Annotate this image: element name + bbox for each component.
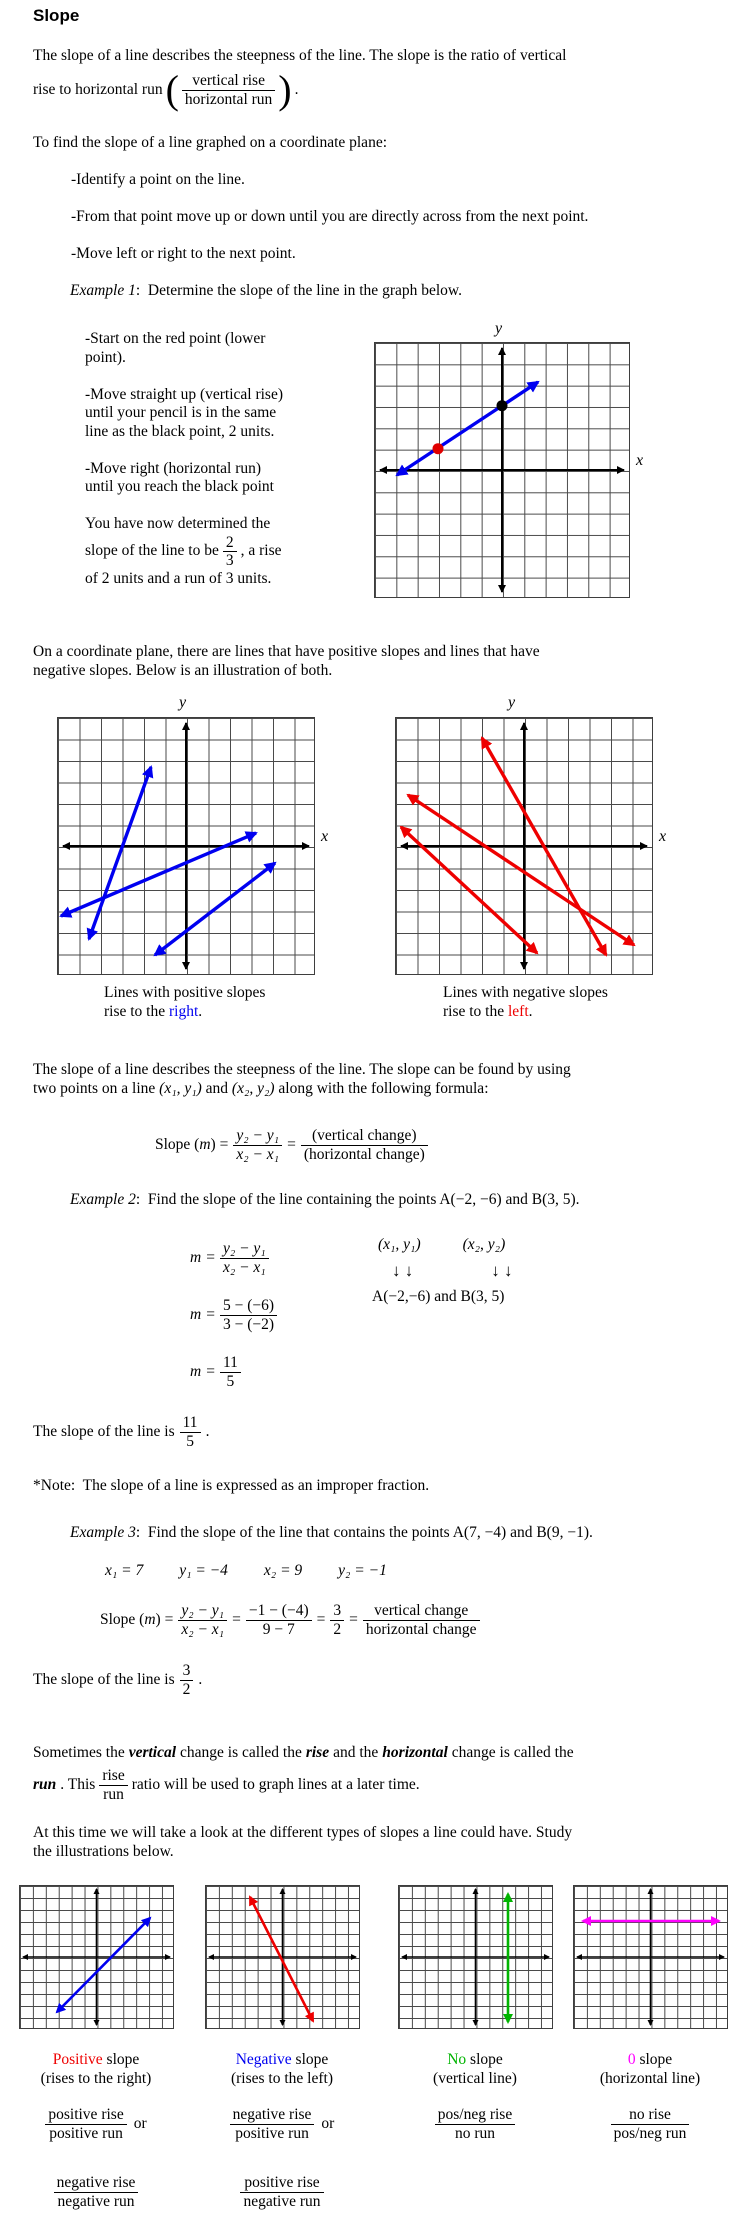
example2-arrows <box>392 1261 513 1281</box>
positive-grid-y-label: y <box>179 694 187 711</box>
formula-paragraph: The slope of a line describes the steepness of the line. The slope can be found by using two points on a line (x₁, y₁) and (x₂, y₂) along with the following formula: <box>33 1061 571 1097</box>
howto-bullet-1: -Identify a point on the line. <box>71 171 245 188</box>
example2-points-line: A(−2,−6) and B(3, 5) <box>372 1288 505 1305</box>
example3-label: Example 3 <box>70 1524 136 1541</box>
example3-variables: x₁ = 7 y₁ = −4 x₂ = 9 y₂ = −1 <box>105 1562 387 1579</box>
example1-graph <box>374 342 630 598</box>
page-title: Slope <box>33 6 80 25</box>
zero-slope-graph <box>573 1885 728 2029</box>
example1-heading: Example 1: Determine the slope of the line in the graph below. <box>70 282 462 299</box>
example3-heading: Example 3: Find the slope of the line that contains the points A(7, −4) and B(9, −1). <box>70 1524 593 1541</box>
negative-type-graph <box>205 1885 360 2029</box>
howto-bullet-3: -Move left or right to the next point. <box>71 245 296 262</box>
negative-grid-y-label: y <box>508 694 516 711</box>
rise-over-run: $\frac{\text{rise}}{\text{run}}$ <box>99 1767 127 1803</box>
negative-grid-x-label: x <box>659 828 667 845</box>
example3-result: The slope of the line is $\frac{3}{2}$ . <box>33 1662 203 1698</box>
positive-caption: Lines with positive slopes rise to the right. <box>104 984 266 1020</box>
note-line: *Note: The slope of a line is expressed as an improper fraction. <box>33 1477 430 1494</box>
riserun-line2: run . This $\frac{\text{rise}}{\text{run}}$ ratio will be used to graph lines at a later time. <box>33 1767 420 1803</box>
two-thirds-fraction: $\frac{2}{3}$ <box>223 534 237 570</box>
example2-label: Example 2 <box>70 1191 136 1208</box>
positive-type-fraction2: $\frac{\text{negative rise}}{\text{negative run}}$ <box>16 2170 176 2214</box>
negative-slope-line <box>250 1897 313 2021</box>
no-slope-graph <box>398 1885 553 2029</box>
intro-line1: The slope of a line describes the steepness of the line. The slope is the ratio of vertical <box>33 47 567 64</box>
positive-type-caption: Positive slope (rises to the right) <box>40 2051 152 2087</box>
positive-line-steep <box>89 767 151 939</box>
positive-grid-x-label: x <box>321 828 329 845</box>
close-paren: ) <box>278 67 292 112</box>
negative-type-caption: Negative slope (rises to the left) <box>230 2051 333 2087</box>
illustration-paragraph: On a coordinate plane, there are lines that have positive slopes and lines that have negative slopes. Below is an illustration of both. <box>33 643 540 679</box>
positive-line-medium <box>155 863 275 955</box>
types-intro: At this time we will take a look at the different types of slopes a line could have. Study the illustrations below. <box>33 1824 573 1860</box>
negative-type-fraction1: $\frac{\text{negative rise}}{\text{positive run}}$ or <box>202 2102 362 2146</box>
positive-type-fraction1: $\frac{\text{positive rise}}{\text{positive run}}$ or <box>16 2102 176 2146</box>
black-point <box>497 400 508 411</box>
no-slope-fraction: $\frac{\text{pos/neg rise}}{\text{no run}}$ <box>395 2102 555 2146</box>
example2-result: The slope of the line is $\frac{11}{5}$ . <box>33 1414 210 1450</box>
positive-slope-line <box>57 1918 150 2012</box>
howto-bullet-2: -From that point move up or down until you are directly across from the next point. <box>71 208 589 225</box>
rise-run-fraction: $\frac{\text{vertical rise}}{\text{horizontal run}}$ <box>182 72 275 108</box>
down-arrows-icon: ↓ ↓ <box>491 1261 513 1280</box>
no-slope-caption: No slope (vertical line) <box>433 2051 517 2087</box>
negative-line-shallow <box>408 795 634 945</box>
example1-steps: -Start on the red point (lower point). -Move straight up (vertical rise) until your pencil is in the same line as the black point, 2 units. -Move right (horizontal run) until you reach the black point You have now determined the slope of the line to be $\frac{2}{3}$ , a rise of 2 units and a run of 3 units. <box>85 330 283 587</box>
zero-slope-fraction: $\frac{\text{no rise}}{\text{pos/neg run}}$ <box>570 2102 730 2146</box>
howto-heading: To find the slope of a line graphed on a coordinate plane: <box>33 134 388 151</box>
red-point <box>433 443 444 454</box>
intro-line2 <box>33 66 299 114</box>
right-word: right <box>169 1002 199 1020</box>
formula-fraction-symbolic: $\frac{\text{y₂ − y₁}}{\text{x₂ − x₁}}$ <box>233 1127 282 1163</box>
formula-fraction-words: $\frac{\text{(vertical change)}}{\text{(horizontal change)}}$ <box>301 1127 428 1163</box>
positive-slopes-graph <box>57 717 315 975</box>
positive-type-graph <box>19 1885 174 2029</box>
riserun-line1: Sometimes the vertical change is called the rise and the horizontal change is called the <box>33 1744 574 1761</box>
example1-y-label: y <box>495 320 503 337</box>
example2-point-pairs: (x₁, y₁) (x₂, y₂) <box>378 1236 506 1253</box>
intro-line2-text: rise to horizontal run <box>33 81 163 98</box>
open-paren: ( <box>165 67 179 112</box>
slope-formula: Slope (m) = $\frac{\text{y₂ − y₁}}{\text{x₂ − x₁}}$ = $\frac{\text{(vertical change)}}{\text{(horizontal change)}}$ <box>155 1122 428 1168</box>
left-word: left <box>508 1002 529 1020</box>
example2-work2: m = $\frac{5 - (-6)}{3 - (-2)}$ <box>190 1293 277 1337</box>
negative-caption: Lines with negative slopes rise to the left. <box>443 984 608 1020</box>
negative-type-fraction2: $\frac{\text{positive rise}}{\text{negative run}}$ <box>202 2170 362 2214</box>
example2-work1: m = $\frac{\text{y₂ − y₁}}{\text{x₂ − x₁}}$ <box>190 1236 269 1280</box>
intro-period: . <box>294 81 299 98</box>
negative-slopes-graph <box>395 717 653 975</box>
zero-slope-caption: 0 slope (horizontal line) <box>599 2051 701 2087</box>
example1-x-label: x <box>636 452 644 469</box>
down-arrows-icon: ↓ ↓ <box>392 1261 414 1280</box>
example1-label: Example 1 <box>70 282 136 299</box>
slope-line <box>397 382 538 475</box>
example3-formula: Slope (m) = $\frac{\text{y₂ − y₁}}{\text{x₂ − x₁}}$ = $\frac{-1 - (-4)}{9 - 7}$ = $\frac{3}{2}$ = $\frac{\text{vertical change}}{\text{horizontal change}}$ <box>100 1596 480 1644</box>
example2-work3: m = $\frac{11}{5}$ <box>190 1350 241 1394</box>
example2-heading: Example 2: Find the slope of the line containing the points A(−2, −6) and B(3, 5). <box>70 1191 580 1208</box>
